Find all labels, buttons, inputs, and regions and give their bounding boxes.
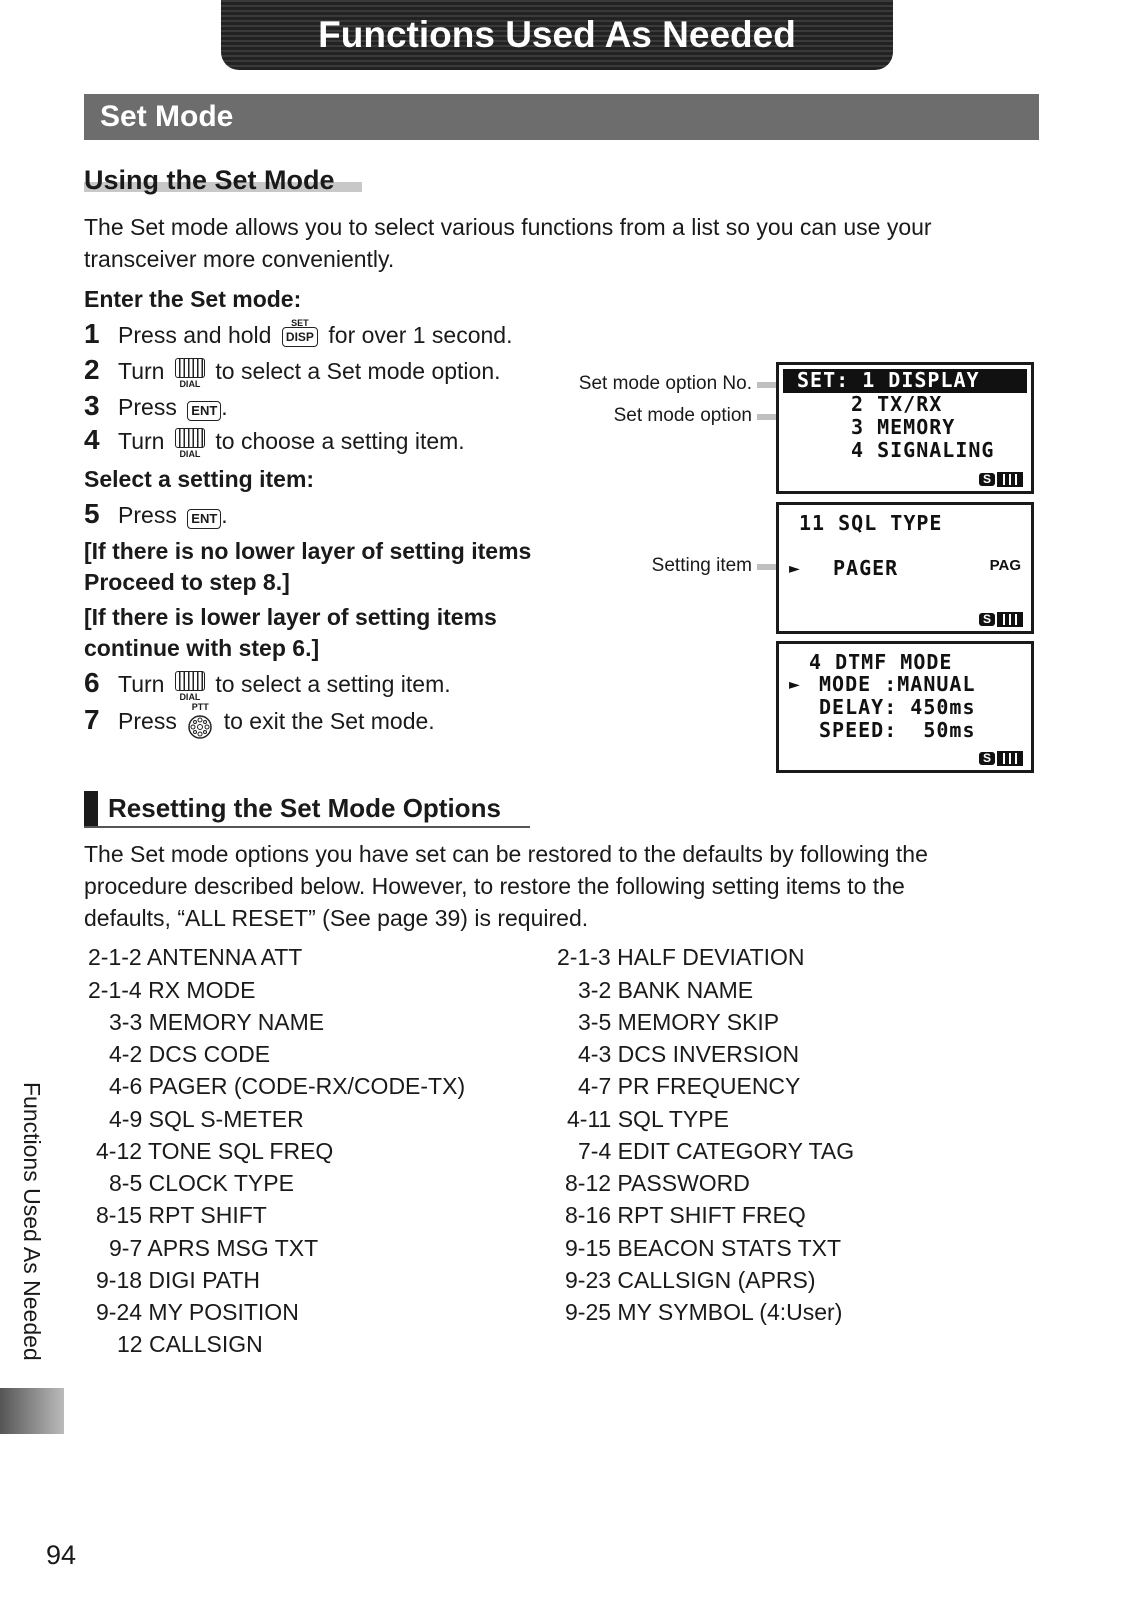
list-item: 3-5 MEMORY SKIP	[578, 1009, 780, 1035]
list-item: 4-9 SQL S-METER	[109, 1106, 304, 1132]
lcd-line: SET: 1 DISPLAY	[797, 368, 980, 392]
step-number: 2	[84, 354, 100, 385]
list-item: 4-12 TONE SQL FREQ	[96, 1138, 334, 1164]
lcd-sql-type	[776, 502, 1034, 634]
list-item: 2-1-4 RX MODE	[88, 977, 256, 1003]
reset-underline	[84, 826, 530, 828]
step-text-post: to select a setting item.	[215, 671, 451, 697]
lcd-line: PAGER	[833, 556, 899, 580]
battery-icon	[979, 612, 1023, 627]
list-item: 3-2 BANK NAME	[578, 977, 754, 1003]
list-item: 4-11 SQL TYPE	[567, 1106, 729, 1132]
intro-line-2: transceiver more conveniently.	[84, 246, 395, 272]
note-1-line-1: [If there is no lower layer of setting items	[84, 538, 532, 564]
step-number: 3	[84, 390, 100, 421]
note-2-line-1: [If there is lower layer of setting items	[84, 604, 497, 630]
step-text-post: .	[221, 394, 228, 420]
intro-line-1: The Set mode allows you to select various functions from a list so you can use your	[84, 214, 932, 240]
step-text-post: to select a Set mode option.	[215, 358, 501, 384]
step-4	[84, 424, 465, 458]
page-number: 94	[46, 1540, 77, 1570]
lcd-line: DELAY: 450ms	[819, 695, 976, 719]
step-text-post: to choose a setting item.	[215, 428, 465, 454]
step-number: 1	[84, 318, 100, 349]
lcd-tag: PAG	[989, 557, 1021, 574]
step-text-pre: Turn	[118, 671, 165, 697]
note-1-line-2: Proceed to step 8.]	[84, 569, 290, 595]
ent-key-label: ENT	[191, 510, 218, 526]
s-meter-icon: S	[979, 473, 995, 486]
callout-option: Set mode option	[613, 405, 752, 426]
lcd-line: 4 DTMF MODE	[809, 650, 953, 674]
step-text-post: to exit the Set mode.	[223, 708, 435, 734]
lcd-line: MODE :MANUAL	[819, 672, 976, 696]
list-item: 8-5 CLOCK TYPE	[109, 1170, 294, 1196]
set-key-label: SET	[291, 317, 309, 328]
lcd-line: 2 TX/RX	[851, 392, 943, 416]
ent-key-label: ENT	[191, 402, 218, 418]
lcd-line: 11 SQL TYPE	[799, 511, 943, 535]
s-meter-icon: S	[979, 752, 995, 765]
reset-line-2: procedure described below. However, to restore the following setting items to the	[84, 873, 905, 899]
list-item: 4-2 DCS CODE	[109, 1041, 271, 1067]
list-item: 9-15 BEACON STATS TXT	[565, 1235, 842, 1261]
list-item: 4-6 PAGER (CODE-RX/CODE-TX)	[109, 1073, 466, 1099]
step-text-post: .	[221, 502, 228, 528]
lcd-dtmf-mode	[776, 641, 1034, 773]
note-2-line-2: continue with step 6.]	[84, 635, 320, 661]
dial-icon	[175, 671, 205, 702]
dial-label: DIAL	[179, 691, 201, 702]
step-6	[84, 667, 451, 701]
step-text-pre: Press and hold	[118, 322, 272, 348]
section-title: Set Mode	[100, 100, 234, 133]
ptt-label: PTT	[191, 701, 209, 712]
side-chapter-label: Functions Used As Needed	[19, 1082, 45, 1361]
list-item: 7-4 EDIT CATEGORY TAG	[578, 1138, 855, 1164]
dial-label: DIAL	[179, 378, 201, 389]
list-item: 4-7 PR FREQUENCY	[578, 1073, 801, 1099]
side-tab	[0, 1388, 64, 1434]
step-number: 7	[84, 704, 100, 735]
s-meter-icon: S	[979, 613, 995, 626]
subsection-marker	[84, 791, 98, 826]
step-5	[84, 498, 228, 530]
list-item: 3-3 MEMORY NAME	[109, 1009, 325, 1035]
ptt-joystick-icon	[187, 701, 213, 736]
step-text-pre: Press	[118, 708, 177, 734]
list-item: 9-23 CALLSIGN (APRS)	[565, 1267, 816, 1293]
select-heading: Select a setting item:	[84, 466, 315, 492]
list-item: 2-1-2 ANTENNA ATT	[88, 944, 303, 970]
reset-line-3: defaults, “ALL RESET” (See page 39) is required.	[84, 905, 589, 931]
step-text-pre: Turn	[118, 358, 165, 384]
step-text-post: for over 1 second.	[328, 322, 513, 348]
step-3	[84, 390, 228, 422]
callout-setting-item: Setting item	[651, 555, 752, 576]
step-text-pre: Turn	[118, 428, 165, 454]
lcd-set-menu	[776, 362, 1034, 494]
step-text-pre: Press	[118, 502, 177, 528]
step-text-pre: Press	[118, 394, 177, 420]
subsection-title: Using the Set Mode	[84, 165, 335, 195]
pointer-arrow-icon: ►	[789, 558, 800, 579]
section-bar	[84, 94, 1039, 140]
list-item: 12 CALLSIGN	[117, 1331, 263, 1357]
list-item: 8-15 RPT SHIFT	[96, 1202, 267, 1228]
list-item: 9-7 APRS MSG TXT	[109, 1235, 319, 1261]
list-item: 8-12 PASSWORD	[565, 1170, 750, 1196]
chapter-title: Functions Used As Needed	[318, 14, 796, 55]
reset-title: Resetting the Set Mode Options	[108, 793, 501, 823]
list-item: 2-1-3 HALF DEVIATION	[557, 944, 805, 970]
ent-key-icon	[187, 509, 221, 529]
disp-key-icon	[282, 317, 318, 347]
ent-key-icon	[187, 401, 221, 421]
list-item: 4-3 DCS INVERSION	[578, 1041, 800, 1067]
dial-icon	[175, 358, 205, 389]
step-number: 4	[84, 424, 100, 455]
step-1	[84, 318, 513, 350]
list-item: 9-24 MY POSITION	[96, 1299, 299, 1325]
list-item: 8-16 RPT SHIFT FREQ	[565, 1202, 806, 1228]
chapter-header	[221, 0, 893, 70]
lcd-line: 3 MEMORY	[851, 415, 956, 439]
list-item: 9-25 MY SYMBOL (4:User)	[565, 1299, 843, 1325]
pointer-arrow-icon: ►	[789, 674, 800, 695]
reset-line-1: The Set mode options you have set can be restored to the defaults by following the	[84, 841, 928, 867]
callout-option-no: Set mode option No.	[578, 373, 752, 394]
lcd-line: SPEED: 50ms	[819, 718, 976, 742]
dial-icon	[175, 428, 205, 459]
enter-heading: Enter the Set mode:	[84, 286, 302, 312]
dial-label: DIAL	[179, 448, 201, 459]
lcd-line: 4 SIGNALING	[851, 438, 995, 462]
battery-icon	[979, 751, 1023, 766]
step-2	[84, 354, 501, 388]
list-item: 9-18 DIGI PATH	[96, 1267, 261, 1293]
battery-icon	[979, 472, 1023, 487]
step-number: 6	[84, 667, 100, 698]
step-7	[84, 701, 435, 736]
disp-key-label: DISP	[285, 329, 314, 344]
step-number: 5	[84, 498, 100, 529]
